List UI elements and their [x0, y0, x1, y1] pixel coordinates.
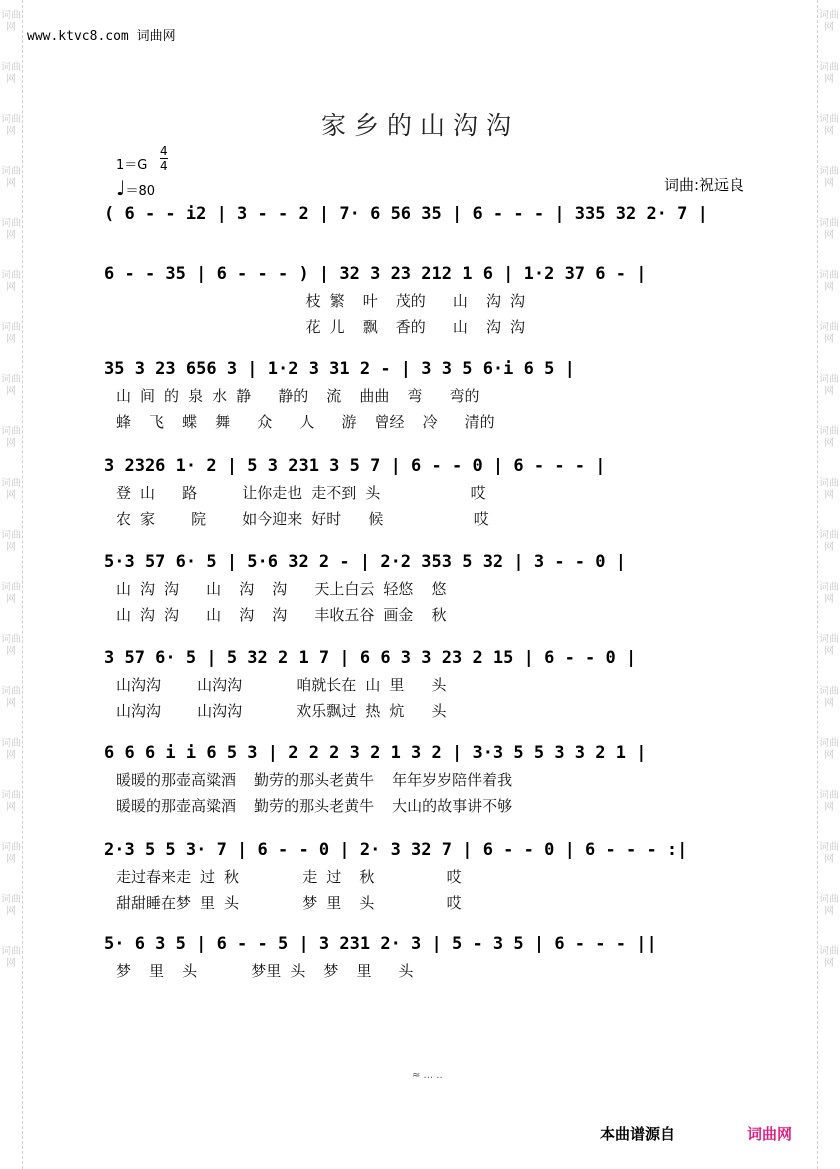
watermark-text: 词曲网 — [819, 790, 839, 813]
lyric-line: 山 沟 沟 山 沟 沟 天上白云 轻悠 悠 — [116, 580, 447, 598]
watermark-text: 词曲网 — [1, 166, 21, 189]
watermark-text: 词曲网 — [819, 374, 839, 397]
footer-site-name: 词曲网 — [747, 1125, 793, 1143]
watermark-text: 词曲网 — [819, 582, 839, 605]
key-signature: 1＝G — [116, 158, 148, 173]
lyric-line: 山 间 的 泉 水 静 静的 流 曲曲 弯 弯的 — [116, 387, 480, 405]
lyric-line: 暖暖的那壶高粱酒 勤劳的那头老黄牛 年年岁岁陪伴着我 — [116, 771, 513, 789]
notation-line: ( 6 - - i2 | 3 - - 2 | 7· 6 56 35 | 6 - - - | 335 32 2· 7 | — [104, 204, 708, 224]
lyric-line: 蜂 飞 蝶 舞 众 人 游 曾经 冷 清的 — [116, 413, 495, 431]
notation-line: 3 57 6· 5 | 5 32 2 1 7 | 6 6 3 3 23 2 15 | 6 - - 0 | — [104, 648, 637, 668]
lyric-line: 农 家 院 如今迎来 好时 候 哎 — [116, 510, 489, 528]
right-margin-watermark — [817, 0, 840, 1169]
notation-line: 5· 6 3 5 | 6 - - 5 | 3 231 2· 3 | 5 - 3 5 | 6 - - - || — [104, 934, 657, 954]
watermark-text: 词曲网 — [819, 10, 839, 33]
watermark-text: 词曲网 — [819, 322, 839, 345]
watermark-text: 词曲网 — [1, 582, 21, 605]
watermark-text: 词曲网 — [819, 62, 839, 85]
watermark-text: 词曲网 — [1, 218, 21, 241]
watermark-text: 词曲网 — [819, 426, 839, 449]
watermark-text: 词曲网 — [819, 114, 839, 137]
watermark-text: 词曲网 — [1, 62, 21, 85]
lyric-line: 梦 里 头 梦里 头 梦 里 头 — [116, 962, 414, 980]
lyric-line: 花 儿 飘 香的 山 沟 沟 — [116, 318, 525, 336]
watermark-text: 词曲网 — [1, 426, 21, 449]
notation-line: 6 6 6 i i 6 5 3 | 2 2 2 3 2 1 3 2 | 3·3 5 5 3 3 2 1 | — [104, 743, 647, 763]
time-signature — [160, 144, 168, 173]
lyric-line: 登 山 路 让你走也 走不到 头 哎 — [116, 484, 486, 502]
watermark-text: 词曲网 — [819, 946, 839, 969]
notation-line: 35 3 23 656 3 | 1·2 3 31 2 - | 3 3 5 6·i 6 5 | — [104, 359, 575, 379]
footer-source-label: 本曲谱源自 — [600, 1125, 676, 1143]
notation-line: 3 2326 1· 2 | 5 3 231 3 5 7 | 6 - - 0 | 6 - - - | — [104, 456, 606, 476]
lyric-line: 山沟沟 山沟沟 咱就长在 山 里 头 — [116, 676, 447, 694]
lyric-line: 走过春来走 过 秋 走 过 秋 哎 — [116, 868, 462, 886]
watermark-text: 词曲网 — [1, 738, 21, 761]
watermark-text: 词曲网 — [1, 634, 21, 657]
watermark-text: 词曲网 — [1, 322, 21, 345]
watermark-text: 词曲网 — [819, 842, 839, 865]
watermark-text: 词曲网 — [1, 114, 21, 137]
watermark-text: 词曲网 — [1, 478, 21, 501]
notation-line: 2·3 5 5 3· 7 | 6 - - 0 | 2· 3 32 7 | 6 - - 0 | 6 - - - :| — [104, 840, 688, 860]
watermark-text: 词曲网 — [819, 166, 839, 189]
watermark-text: 词曲网 — [1, 842, 21, 865]
watermark-text: 词曲网 — [819, 218, 839, 241]
watermark-text: 词曲网 — [1, 374, 21, 397]
lyric-line: 枝 繁 叶 茂的 山 沟 沟 — [116, 292, 525, 310]
tempo-marking — [116, 176, 155, 200]
quarter-note-icon: ♩ — [116, 176, 126, 200]
song-title: 家乡的山沟沟 — [320, 111, 519, 140]
watermark-text: 词曲网 — [1, 270, 21, 293]
watermark-text: 词曲网 — [819, 894, 839, 917]
composer-credit: 词曲:祝远良 — [663, 176, 744, 194]
left-margin-watermark — [0, 0, 23, 1169]
lyric-line: 山 沟 沟 山 沟 沟 丰收五谷 画金 秋 — [116, 606, 447, 624]
notation-line: 5·3 57 6· 5 | 5·6 32 2 - | 2·2 353 5 32 | 3 - - 0 | — [104, 552, 626, 572]
watermark-text: 词曲网 — [819, 634, 839, 657]
watermark-text: 词曲网 — [1, 790, 21, 813]
tempo-value: ＝80 — [125, 184, 155, 199]
notation-line: 6 - - 35 | 6 - - - ) | 32 3 23 212 1 6 | 1·2 37 6 - | — [104, 264, 647, 284]
watermark-text: 词曲网 — [819, 530, 839, 553]
watermark-text: 词曲网 — [1, 686, 21, 709]
meter-bottom: 4 — [160, 159, 168, 173]
lyric-line: 山沟沟 山沟沟 欢乐飘过 热 炕 头 — [116, 702, 447, 720]
watermark-text: 词曲网 — [819, 738, 839, 761]
watermark-text: 词曲网 — [1, 530, 21, 553]
lyric-line: 暖暖的那壶高粱酒 勤劳的那头老黄牛 大山的故事讲不够 — [116, 797, 513, 815]
watermark-text: 词曲网 — [1, 946, 21, 969]
watermark-text: 词曲网 — [1, 10, 21, 33]
stray-marks: ≈ ... .. — [412, 1070, 443, 1081]
watermark-text: 词曲网 — [819, 686, 839, 709]
meter-top: 4 — [160, 144, 168, 158]
watermark-text: 词曲网 — [819, 478, 839, 501]
watermark-text: 词曲网 — [1, 894, 21, 917]
lyric-line: 甜甜睡在梦 里 头 梦 里 头 哎 — [116, 894, 462, 912]
watermark-text: 词曲网 — [819, 270, 839, 293]
site-url: www.ktvc8.com 词曲网 — [27, 29, 176, 44]
